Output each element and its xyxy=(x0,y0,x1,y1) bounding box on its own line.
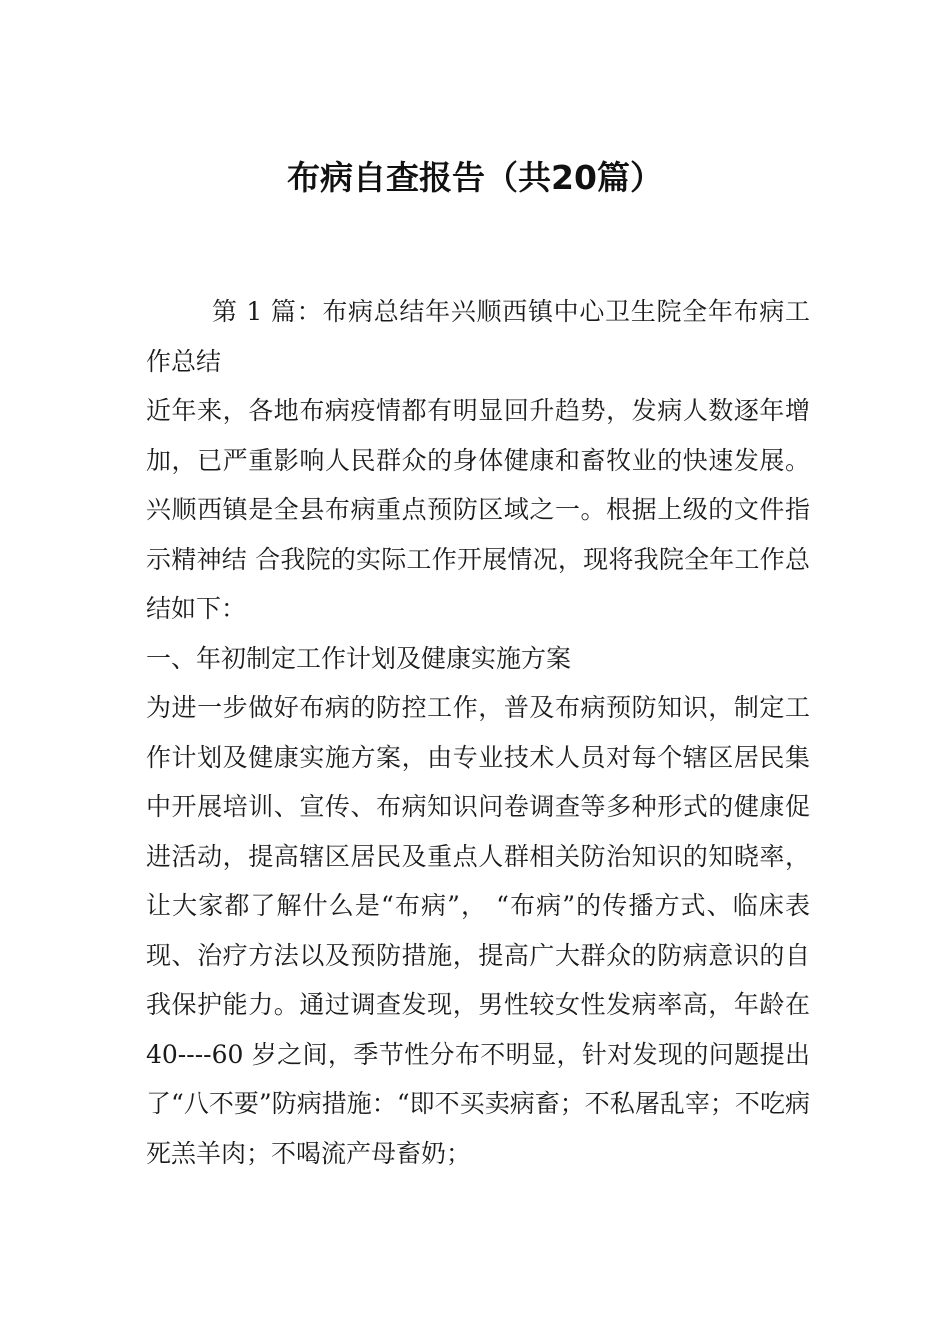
intro-paragraph: 近年来，各地布病疫情都有明显回升趋势，发病人数逐年增加，已严重影响人民群众的身体健康和畜牧业的快速发展。兴顺西镇是全县布病重点预防区域之一。根据上级的文件指示精神结 合我院的实际工作开展情况，现将我院全年工作总结如下： xyxy=(146,396,810,623)
section-one-heading: 一、年初制定工作计划及健康实施方案 xyxy=(146,643,572,673)
document-body xyxy=(146,287,810,1178)
section-heading-paragraph: 第 1 篇：布病总结年兴顺西镇中心卫生院全年布病工作总结 xyxy=(146,297,810,376)
section-one-paragraph: 为进一步做好布病的防控工作，普及布病预防知识，制定工作计划及健康实施方案，由专业技术人员对每个辖区居民集中开展培训、宣传、布病知识问卷调查等多种形式的健康促进活动，提高辖区居民及重点人群相关防治知识的知晓率，让大家都了解什么是“布病”， “布病”的传播方式、临床表现、治疗方法以及预防措施，提高广大群众的防病意识的自我保护能力。通过调查发现，男性较女性发病率高，年龄在 40----60 岁之间，季节性分布不明显，针对发现的问题提出了“八不要”防病措施：“即不买卖病畜；不私屠乱宰；不吃病死羔羊肉；不喝流产母畜奶； xyxy=(146,693,810,1168)
document-title: 布病自查报告（共20篇） xyxy=(287,158,663,197)
